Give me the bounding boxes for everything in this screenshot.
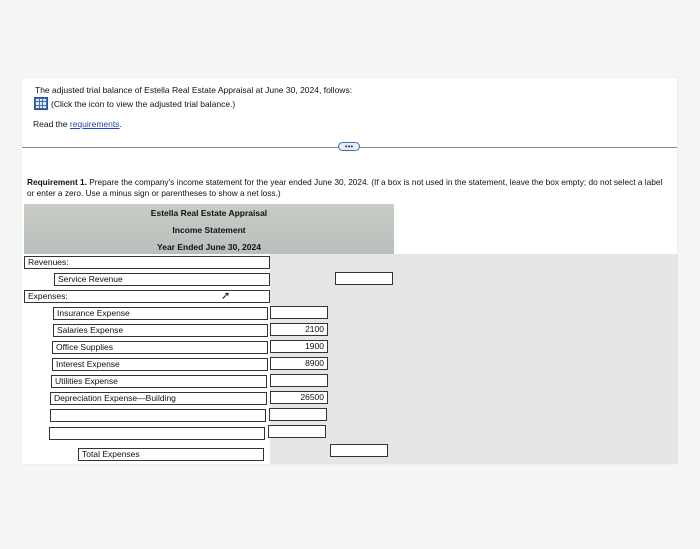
requirement-text: Prepare the company's income statement for the year ended June 30, 2024. (If a box is not used in the statement, leave the box empty; do not select a label or enter a zero. Use a minus sign or parentheses to show a net loss.) [27,177,663,198]
statement-title: Income Statement [172,225,246,235]
trial-balance-table-icon[interactable] [34,97,48,110]
expense-amount-2[interactable]: 1900 [270,340,328,353]
read-prefix: Read the [33,119,70,129]
expense-label-4[interactable]: Utilities Expense [51,375,267,388]
service-revenue-label[interactable]: Service Revenue [54,273,270,286]
expense-label-5[interactable]: Depreciation Expense—Building [50,392,267,405]
requirement-number: Requirement 1. [27,177,87,187]
expenses-label-box[interactable]: Expenses: [24,290,270,303]
problem-panel [22,78,677,464]
expense-amount-7[interactable] [268,425,326,438]
statement-period: Year Ended June 30, 2024 [157,242,261,252]
read-requirements [33,119,122,130]
requirements-link[interactable]: requirements [69,119,120,129]
expense-label-6[interactable] [50,409,266,422]
company-name: Estella Real Estate Appraisal [150,208,268,218]
expense-label-3[interactable]: Interest Expense [52,358,268,371]
expense-amount-3[interactable]: 8900 [270,357,328,370]
expense-label-1[interactable]: Salaries Expense [53,324,268,337]
expense-label-2[interactable]: Office Supplies [52,341,268,354]
mouse-cursor-icon: ➚ [221,290,231,302]
revenue-total-input[interactable] [335,272,393,285]
requirement-instructions [27,177,667,199]
revenues-label-box[interactable]: Revenues: [24,256,270,269]
amount-area [270,254,678,464]
expense-amount-4[interactable] [270,374,328,387]
expense-amount-6[interactable] [269,408,327,421]
expense-amount-0[interactable] [270,306,328,319]
trial-balance-link-text[interactable]: (Click the icon to view the adjusted trial balance.) [51,99,236,109]
intro-text: The adjusted trial balance of Estella Real Estate Appraisal at June 30, 2024, follows: [35,85,353,95]
total-expenses-input[interactable] [330,444,388,457]
expense-amount-1[interactable]: 2100 [270,323,328,336]
expand-more-button[interactable]: ••• [338,142,360,151]
read-suffix: . [119,119,122,129]
expense-label-0[interactable]: Insurance Expense [53,307,268,320]
expense-label-7[interactable] [49,427,265,440]
expense-amount-5[interactable]: 26500 [270,391,328,404]
total-expenses-label[interactable]: Total Expenses [78,448,264,461]
